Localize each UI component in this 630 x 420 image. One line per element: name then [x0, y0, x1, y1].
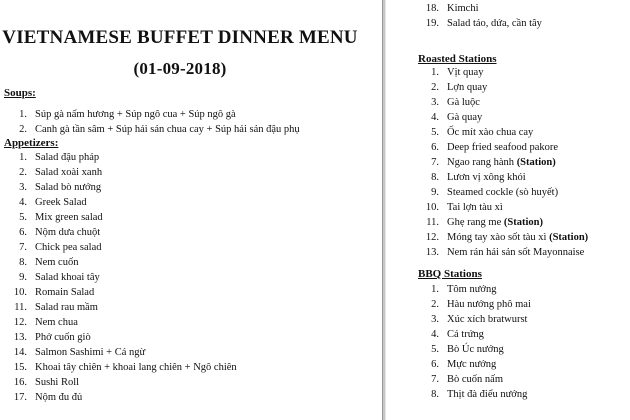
menu-item: [425, 230, 589, 245]
menu-item-number: 1.: [19, 109, 27, 120]
menu-item: [19, 195, 237, 210]
menu-item-number: 4.: [19, 197, 27, 208]
menu-item: [431, 312, 531, 327]
menu-item-number: 12.: [13, 317, 27, 328]
menu-item-text: Ốc mít xào chua cay: [447, 127, 534, 138]
menu-item: [426, 215, 588, 230]
menu-item: [431, 327, 531, 342]
menu-item-text: Salad táo, dứa, cần tây: [447, 18, 542, 29]
menu-item: [19, 150, 237, 165]
appetizers-heading: Appetizers:: [4, 137, 59, 149]
menu-item-text: Salad xoài xanh: [35, 167, 103, 178]
soups-heading: Soups:: [4, 87, 36, 99]
menu-item: [13, 375, 237, 390]
menu-item: [13, 330, 237, 345]
menu-item: [19, 180, 237, 195]
menu-item-number: 8.: [431, 389, 439, 400]
menu-item: [431, 342, 531, 357]
menu-item: [425, 245, 588, 260]
menu-item: [431, 372, 531, 387]
menu-item: [13, 390, 237, 405]
menu-item-number: 4.: [431, 112, 439, 123]
menu-item-number: 7.: [19, 242, 27, 253]
menu-item-number: 3.: [431, 97, 439, 108]
menu-item-text: Cá trứng: [447, 329, 484, 340]
menu-item: [431, 387, 531, 402]
menu-item-text: Steamed cockle (sò huyết): [447, 187, 559, 198]
menu-item-text: Salad bò nướng: [35, 182, 102, 193]
bbq-list: [431, 282, 531, 402]
roasted-list: [425, 65, 589, 260]
menu-date: (01-09-2018): [133, 59, 227, 78]
menu-item: [431, 80, 588, 95]
menu-item-text: Tai lợn tàu xì: [447, 202, 503, 213]
menu-item-number: 10.: [425, 202, 439, 213]
menu-item-number: 14.: [13, 347, 27, 358]
menu-item-text: Nem chua: [35, 317, 78, 328]
menu-item: [19, 270, 237, 285]
menu-item-text: Ghẹ rang me: [447, 217, 504, 228]
menu-item: [431, 357, 531, 372]
menu-item-text: Lợn quay: [447, 82, 488, 93]
menu-item: [13, 315, 237, 330]
menu-item: [431, 65, 588, 80]
menu-item-text: Mix green salad: [35, 212, 103, 223]
menu-item-number: 3.: [431, 314, 439, 325]
menu-item-text: Phở cuốn giò: [35, 332, 91, 343]
appetizers-list: [13, 150, 237, 405]
menu-item: [13, 285, 237, 300]
menu-item-text: Hàu nướng phô mai: [447, 299, 531, 310]
menu-item-text: Nộm dưa chuột: [35, 227, 101, 238]
menu-item: [13, 360, 237, 375]
menu-item: [19, 225, 237, 240]
station-tag: (Station): [503, 217, 543, 228]
menu-item-text: Bò Úc nướng: [447, 344, 504, 355]
menu-item: [431, 140, 588, 155]
menu-item-text: Súp gà nấm hương + Súp ngô cua + Súp ngô gà: [35, 109, 236, 120]
soups-list: [19, 107, 300, 137]
appetizers-list-continued: [425, 1, 542, 31]
menu-item-text: Tôm nướng: [447, 284, 497, 295]
menu-item-text: Móng tay xào sốt tàu xì: [447, 232, 550, 243]
menu-item-text: Thịt đà điểu nướng: [447, 389, 528, 400]
menu-item-text: Khoai tây chiên + khoai lang chiên + Ngô chiên: [35, 362, 237, 373]
menu-item-text: Nem cuốn: [35, 257, 79, 268]
menu-item: [19, 240, 237, 255]
menu-item: [425, 16, 542, 31]
menu-item-number: 11.: [14, 302, 27, 313]
menu-item-number: 18.: [425, 3, 439, 14]
menu-item: [431, 297, 531, 312]
menu-item-text: Mực nướng: [447, 359, 497, 370]
menu-item-number: 2.: [19, 124, 27, 135]
menu-item-number: 5.: [19, 212, 27, 223]
menu-item-text: Vịt quay: [447, 67, 484, 78]
menu-item-text: Salad rau mầm: [35, 302, 98, 313]
menu-item-number: 9.: [19, 272, 27, 283]
menu-item: [431, 155, 588, 170]
menu-item-number: 7.: [431, 157, 439, 168]
menu-item: [431, 185, 588, 200]
menu-item-number: 17.: [13, 392, 27, 403]
menu-item: [19, 107, 300, 122]
menu-item-text: Greek Salad: [35, 197, 87, 208]
menu-item: [425, 200, 588, 215]
menu-title: VIETNAMESE BUFFET DINNER MENU: [2, 27, 358, 48]
menu-item-number: 11.: [426, 217, 439, 228]
menu-item-number: 9.: [431, 187, 439, 198]
menu-item-number: 5.: [431, 344, 439, 355]
roasted-heading: Roasted Stations: [418, 53, 497, 65]
menu-item-text: Salad khoai tây: [35, 272, 100, 283]
menu-item-text: Nem rán hải sản sốt Mayonnaise: [447, 247, 585, 258]
menu-item-text: Romain Salad: [35, 287, 95, 298]
menu-item-number: 16.: [13, 377, 27, 388]
menu-item-number: 5.: [431, 127, 439, 138]
menu-item: [19, 255, 237, 270]
menu-item-text: Xúc xích bratwurst: [447, 314, 528, 325]
menu-item-number: 8.: [431, 172, 439, 183]
menu-item-number: 6.: [431, 359, 439, 370]
menu-item-text: Salad đậu pháp: [35, 152, 100, 163]
menu-item-number: 19.: [425, 18, 439, 29]
menu-item-text: Kimchi: [447, 3, 479, 14]
menu-item-text: Sushi Roll: [35, 377, 80, 388]
menu-item: [13, 345, 237, 360]
menu-item-number: 15.: [13, 362, 27, 373]
menu-item: [431, 282, 531, 297]
menu-item-number: 13.: [13, 332, 27, 343]
station-tag: (Station): [549, 232, 589, 243]
menu-item: [19, 165, 237, 180]
menu-item-text: Canh gà tần sâm + Súp hải sản chua cay + Súp hải sản đậu phụ: [35, 124, 300, 135]
menu-item-text: Salmon Sashimi + Cá ngừ: [35, 347, 146, 358]
menu-item-number: 1.: [431, 284, 439, 295]
bbq-heading: BBQ Stations: [418, 268, 482, 280]
menu-item-text: Deep fried seafood pakore: [447, 142, 559, 153]
menu-item-text: Gà luộc: [447, 97, 480, 108]
menu-item-number: 4.: [431, 329, 439, 340]
menu-item-number: 2.: [431, 82, 439, 93]
menu-item: [431, 170, 588, 185]
menu-item: [431, 110, 588, 125]
menu-item-number: 7.: [431, 374, 439, 385]
menu-item-number: 3.: [19, 182, 27, 193]
menu-item-number: 1.: [19, 152, 27, 163]
menu-item: [431, 95, 588, 110]
menu-item-number: 6.: [431, 142, 439, 153]
menu-item-text: Gà quay: [447, 112, 483, 123]
menu-item: [14, 300, 237, 315]
menu-item: [19, 122, 300, 137]
menu-item-text: Lươn vị xông khói: [447, 172, 526, 183]
menu-item: [431, 125, 588, 140]
menu-item-number: 2.: [431, 299, 439, 310]
menu-item-number: 10.: [13, 287, 27, 298]
menu-item: [19, 210, 237, 225]
menu-item-number: 12.: [425, 232, 439, 243]
station-tag: (Station): [516, 157, 556, 168]
menu-item-text: Nộm đu đủ: [35, 392, 83, 403]
menu-item-number: 6.: [19, 227, 27, 238]
menu-item-text: Bò cuốn nấm: [447, 374, 503, 385]
menu-item-number: 13.: [425, 247, 439, 258]
menu-item-number: 1.: [431, 67, 439, 78]
menu-item-text: Chick pea salad: [35, 242, 102, 253]
menu-item: [425, 1, 542, 16]
menu-item-text: Ngao rang hành: [447, 157, 517, 168]
menu-item-number: 2.: [19, 167, 27, 178]
menu-item-number: 8.: [19, 257, 27, 268]
